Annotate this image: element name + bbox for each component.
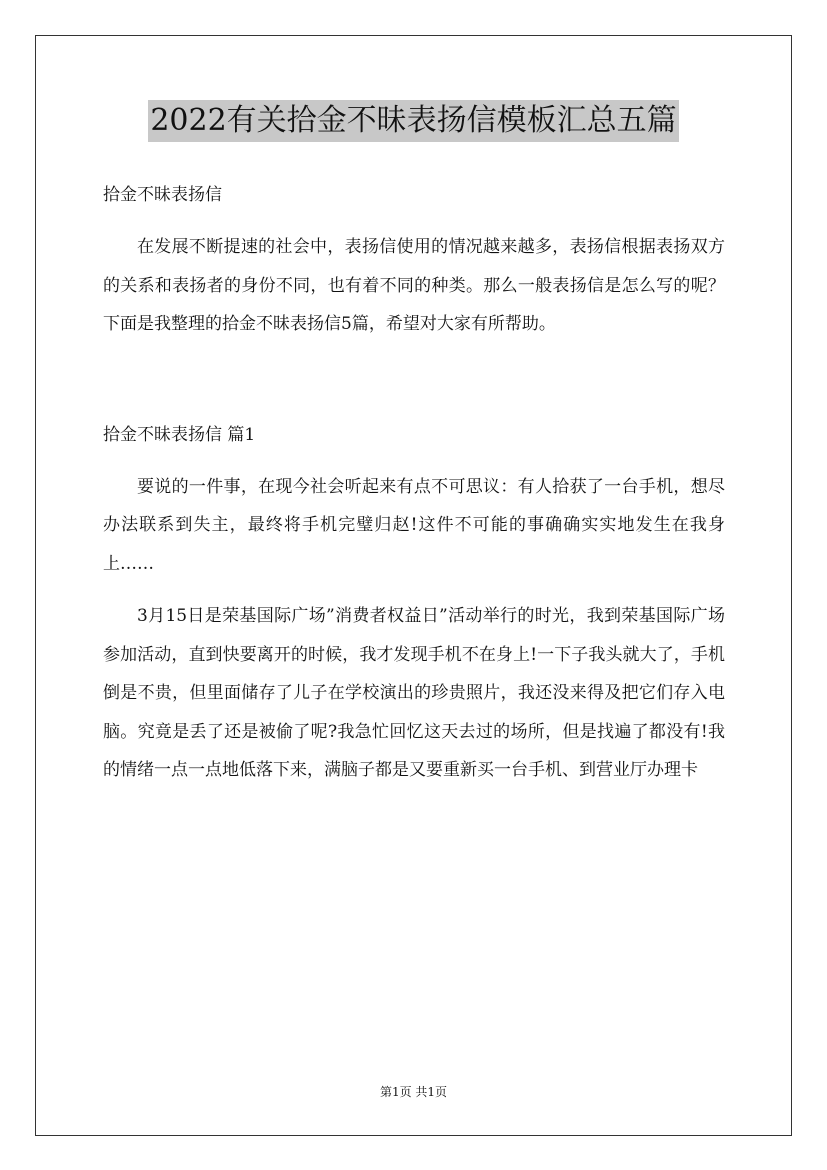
spacer <box>103 344 725 416</box>
spacer <box>103 583 725 597</box>
document-body <box>103 176 725 790</box>
title-container <box>0 100 827 142</box>
intro-heading: 拾金不昧表扬信 <box>103 185 222 205</box>
spacer <box>103 214 725 228</box>
intro-paragraph: 在发展不断提速的社会中，表扬信使用的情况越来越多，表扬信根据表扬双方的关系和表扬者的身份不同，也有着不同的种类。那么一般表扬信是怎么写的呢？下面是我整理的拾金不昧表扬信5篇，希望对大家有所帮助。 <box>103 237 725 334</box>
document-title: 2022有关拾金不昧表扬信模板汇总五篇 <box>148 100 678 142</box>
spacer <box>103 454 725 468</box>
section1-heading: 拾金不昧表扬信 篇1 <box>103 424 256 445</box>
page-footer: 第1页 共1页 <box>379 1085 448 1099</box>
section1-paragraph-1: 要说的一件事，在现今社会听起来有点不可思议：有人拾获了一台手机，想尽办法联系到失主，最终将手机完璧归赵!这件不可能的事确确实实地发生在我身上…… <box>103 476 725 574</box>
section1-paragraph-2: 3月15日是荣基国际广场”消费者权益日”活动举行的时光，我到荣基国际广场参加活动，直到快要离开的时候，我才发现手机不在身上!一下子我头就大了，手机倒是不贵，但里面储存了儿子在学校演出的珍贵照片，我还没来得及把它们存入电脑。究竟是丢了还是被偷了呢?我急忙回忆这天去过的场所，但是找遍了都没有!我的情绪一点一点地低落下来，满脑子都是又要重新买一台手机、到营业厅办理卡 <box>103 606 725 780</box>
